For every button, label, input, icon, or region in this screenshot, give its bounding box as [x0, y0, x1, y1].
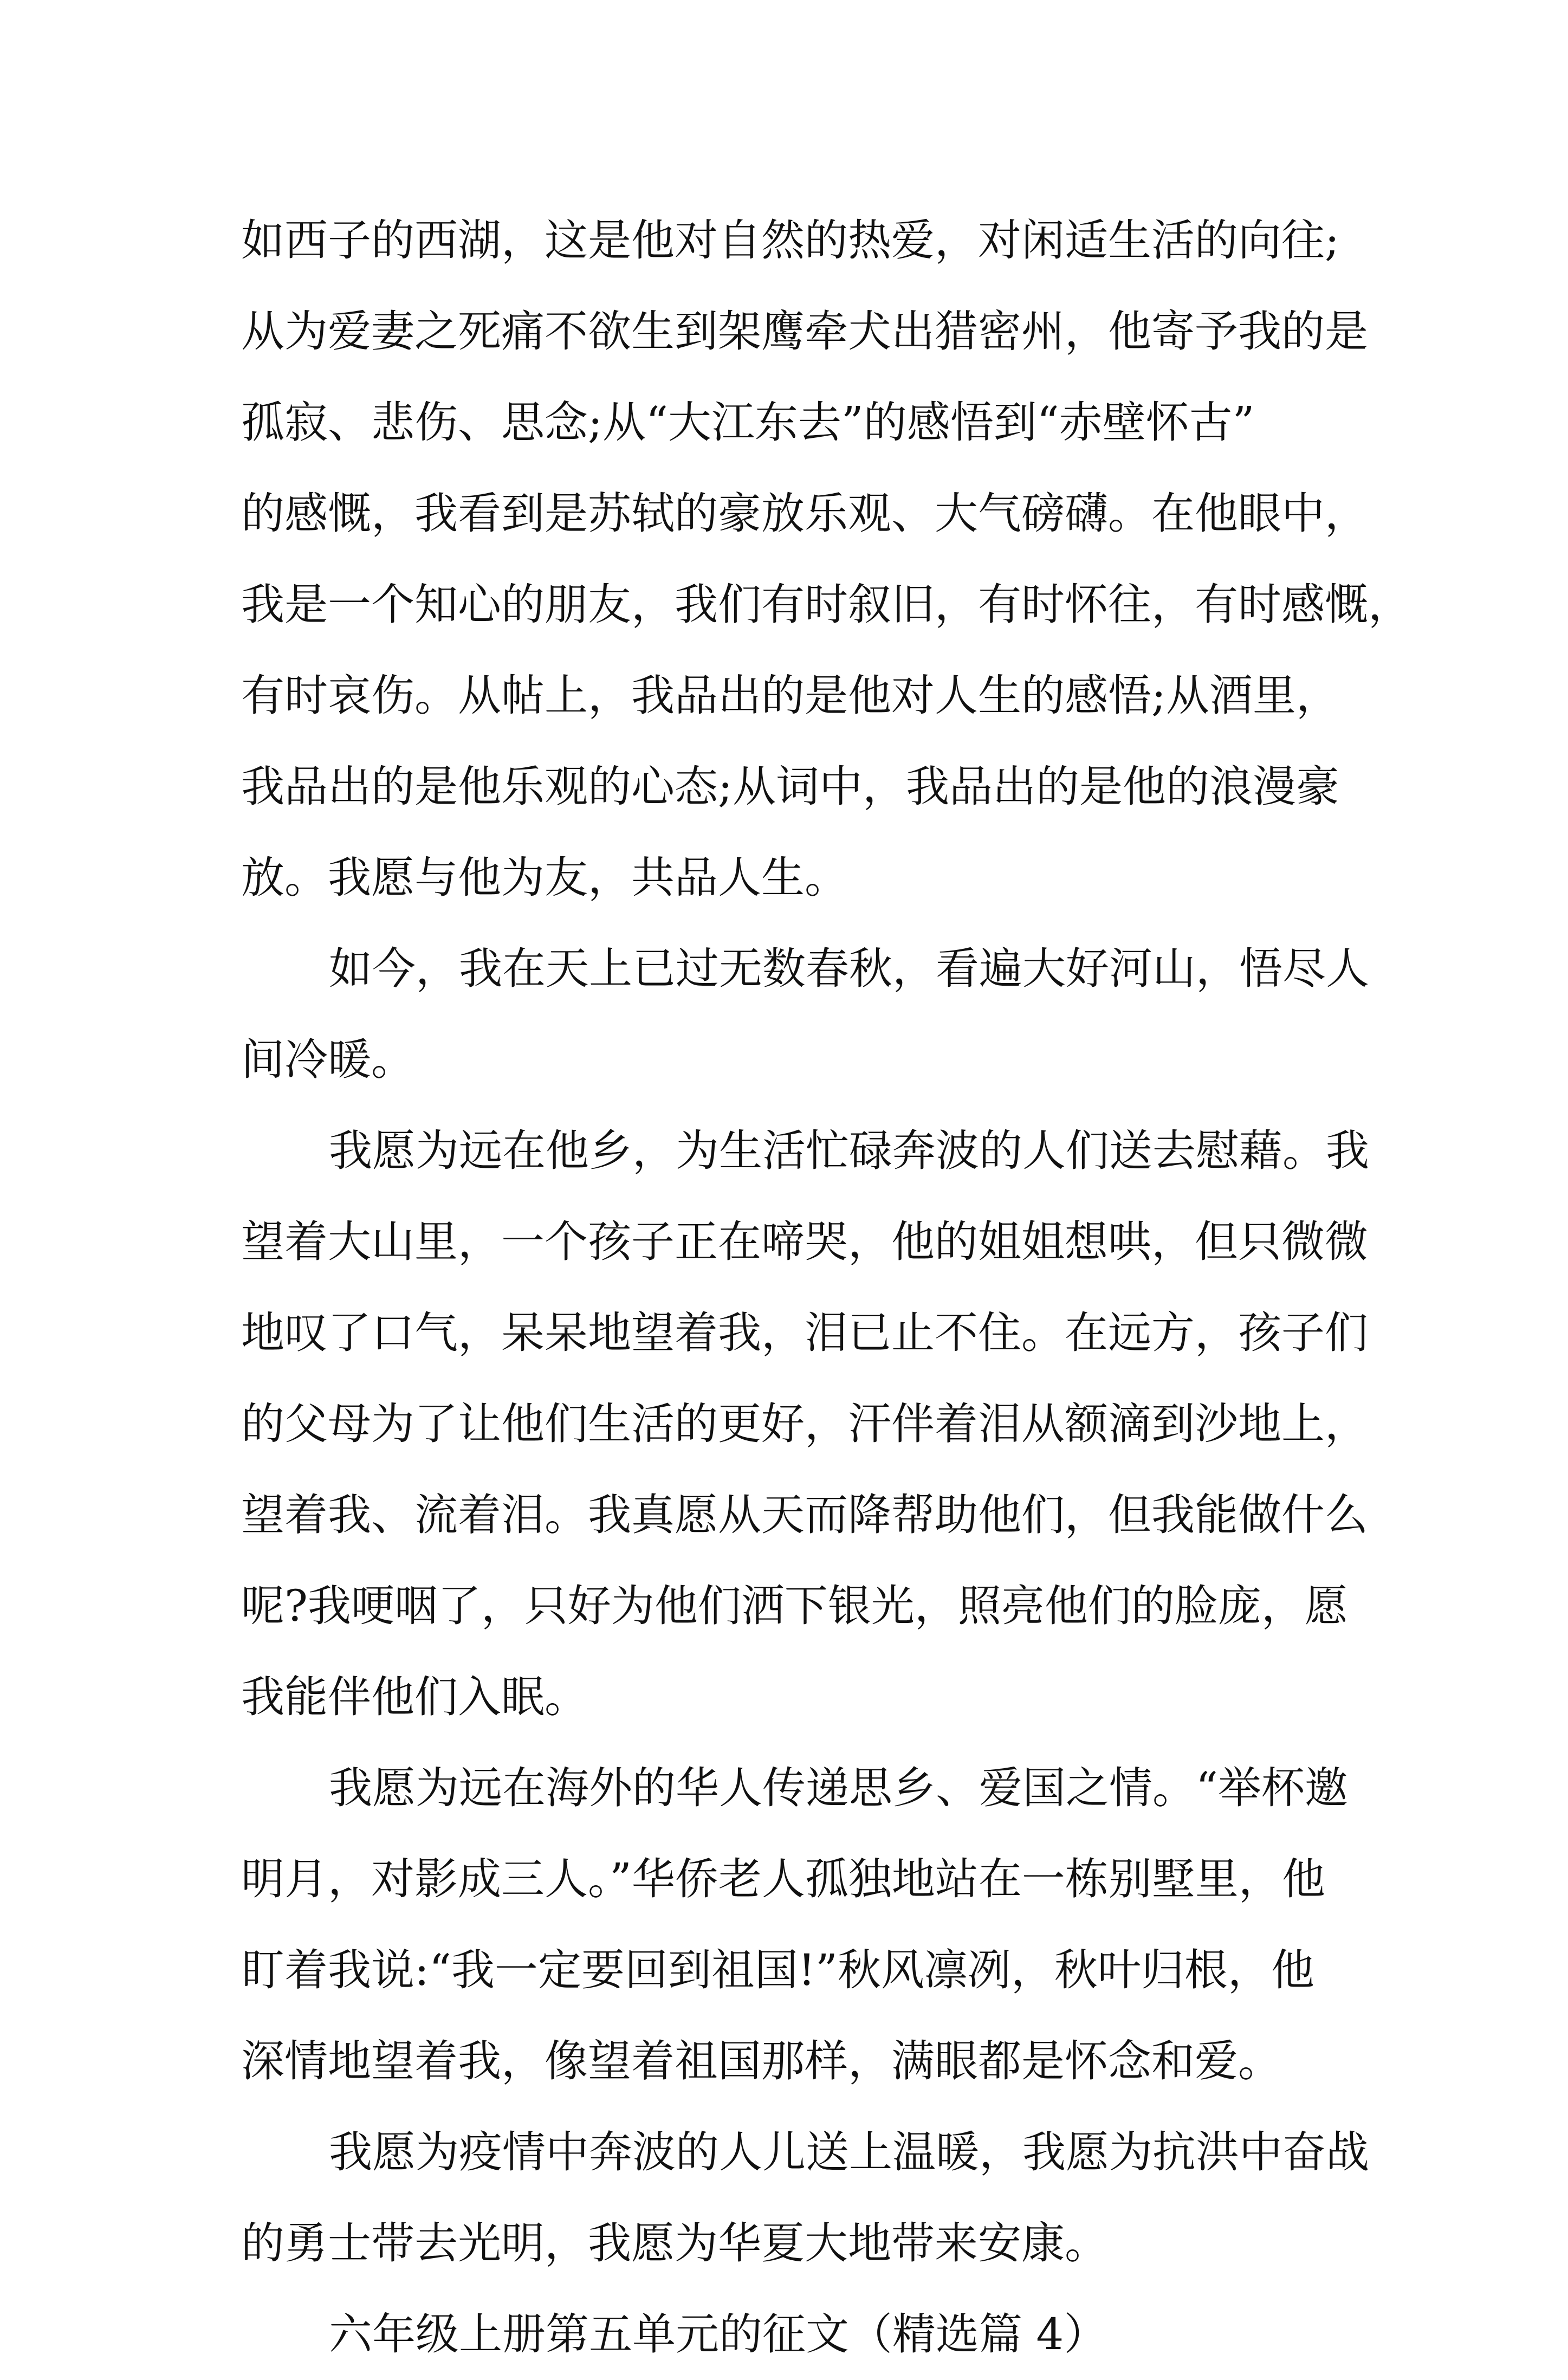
- document-body: [241, 195, 1411, 2380]
- paragraph-3-line-7: 我能伴他们入眠。: [241, 1672, 588, 1722]
- text-line-5: 我是一个知心的朋友，我们有时叙旧，有时怀往，有时感慨，: [241, 579, 1411, 630]
- section-heading: 六年级上册第五单元的征文（精选篇 4）: [329, 2309, 1107, 2359]
- paragraph-3-line-2: 望着大山里，一个孩子正在啼哭，他的姐姐想哄，但只微微: [241, 1217, 1368, 1267]
- paragraph-4-line-4: 深情地望着我，像望着祖国那样，满眼都是怀念和爱。: [241, 2036, 1281, 2086]
- paragraph-5-line-2: 的勇士带去光明，我愿为华夏大地带来安康。: [241, 2218, 1108, 2268]
- text-line-1: 如西子的西湖，这是他对自然的热爱，对闲适生活的向往;: [241, 215, 1339, 266]
- paragraph-4-line-2: 明月，对影成三人。”华侨老人孤独地站在一栋别墅里，他: [241, 1854, 1325, 1904]
- text-line-3: 孤寂、悲伤、思念;从“大江东去”的感悟到“赤壁怀古”: [241, 397, 1255, 448]
- text-line-8: 放。我愿与他为友，共品人生。: [241, 852, 848, 903]
- paragraph-3-line-4: 的父母为了让他们生活的更好，汗伴着泪从额滴到沙地上，: [241, 1399, 1368, 1449]
- paragraph-4-line-1: 我愿为远在海外的华人传递思乡、爱国之情。“举杯邀: [329, 1763, 1348, 1813]
- text-line-7: 我品出的是他乐观的心态;从词中，我品出的是他的浪漫豪: [241, 761, 1339, 812]
- paragraph-5-line-1: 我愿为疫情中奔波的人儿送上温暖，我愿为抗洪中奋战: [329, 2127, 1369, 2177]
- paragraph-4-line-3: 盯着我说:“我一定要回到祖国!”秋风凛冽，秋叶归根，他: [241, 1945, 1314, 1995]
- text-line-2: 从为爱妻之死痛不欲生到架鹰牵犬出猎密州，他寄予我的是: [241, 306, 1368, 357]
- paragraph-3-line-3: 地叹了口气，呆呆地望着我，泪已止不住。在远方，孩子们: [241, 1308, 1368, 1358]
- paragraph-3-line-6: 呢?我哽咽了，只好为他们洒下银光，照亮他们的脸庞，愿: [241, 1581, 1348, 1631]
- paragraph-3-line-5: 望着我、流着泪。我真愿从天而降帮助他们，但我能做什么: [241, 1490, 1368, 1540]
- paragraph-2-line-2: 间冷暖。: [241, 1034, 414, 1085]
- paragraph-2-line-1: 如今，我在天上已过无数春秋，看遍大好河山，悟尽人: [329, 943, 1369, 994]
- text-line-4: 的感慨，我看到是苏轼的豪放乐观、大气磅礴。在他眼中，: [241, 488, 1368, 539]
- paragraph-3-line-1: 我愿为远在他乡，为生活忙碌奔波的人们送去慰藉。我: [329, 1126, 1369, 1176]
- text-line-6: 有时哀伤。从帖上，我品出的是他对人生的感悟;从酒里，: [241, 670, 1339, 721]
